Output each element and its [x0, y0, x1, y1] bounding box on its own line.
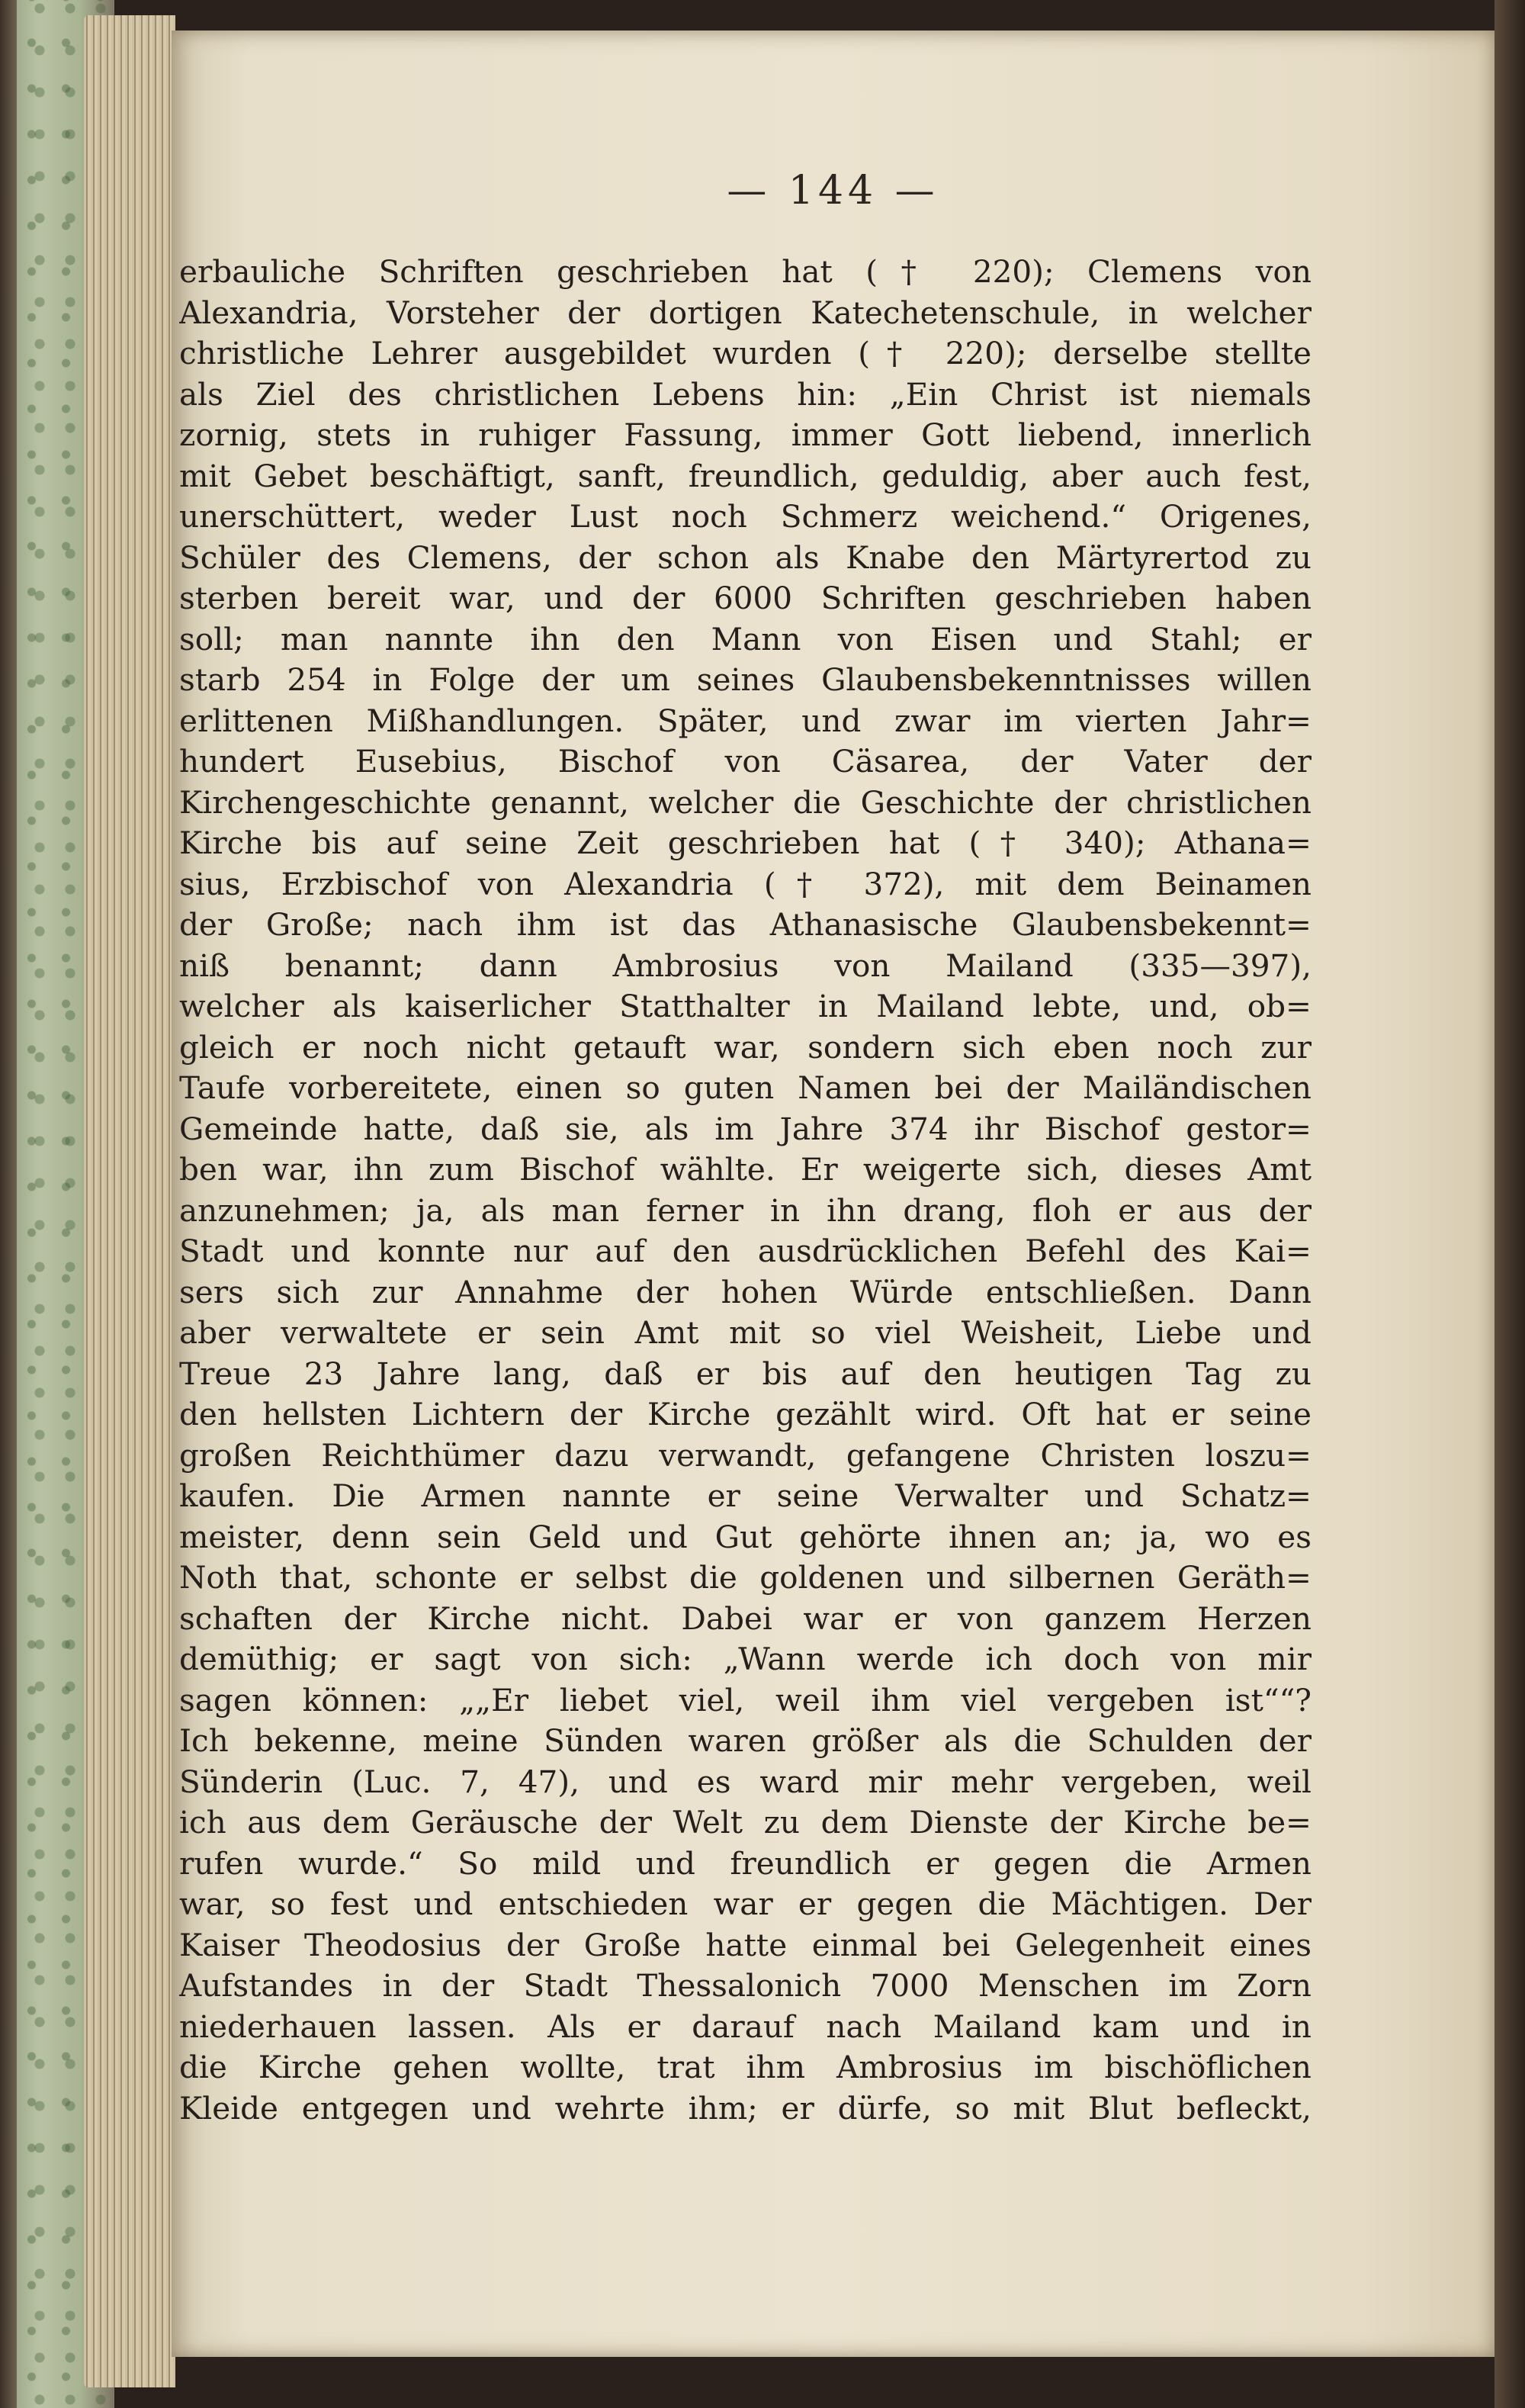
text-line: als Ziel des christlichen Lebens hin: „Ein Christ ist niemals: [179, 375, 1312, 413]
text-line: Sünderin (Luc. 7, 47), und es ward mir mehr vergeben, weil: [179, 1763, 1312, 1800]
text-line: Kirchengeschichte genannt, welcher die Geschichte der christlichen: [179, 783, 1312, 821]
text-line: Kleide entgegen und wehrte ihm; er dürfe, so mit Blut befleckt,: [179, 2089, 1312, 2127]
text-line: Kirche bis auf seine Zeit geschrieben hat († 340); Athana=: [179, 825, 1312, 861]
body-text: [179, 252, 1312, 2129]
text-line: erlittenen Mißhandlungen. Später, und zwar im vierten Jahr=: [179, 702, 1312, 739]
text-line: schaften der Kirche nicht. Dabei war er von ganzem Herzen: [179, 1599, 1312, 1637]
text-line: sius, Erzbischof von Alexandria († 372), mit dem Beinamen: [179, 865, 1312, 902]
text-line: der Große; nach ihm ist das Athanasische Glaubensbekennt=: [179, 906, 1312, 943]
text-line: aber verwaltete er sein Amt mit so viel Weisheit, Liebe und: [179, 1314, 1312, 1351]
text-line: den hellsten Lichtern der Kirche gezählt wird. Oft hat er seine: [179, 1396, 1312, 1432]
text-line: großen Reichthümer dazu verwandt, gefangene Christen loszu=: [179, 1436, 1312, 1474]
text-line: Kaiser Theodosius der Große hatte einmal bei Gelegenheit eines: [179, 1926, 1312, 1963]
text-line: sterben bereit war, und der 6000 Schriften geschrieben haben: [179, 580, 1312, 616]
text-line: ich aus dem Geräusche der Welt zu dem Dienste der Kirche be=: [179, 1804, 1312, 1841]
text-line: Ich bekenne, meine Sünden waren größer als die Schulden der: [179, 1722, 1312, 1759]
text-line: sagen können: „„Er liebet viel, weil ihm viel vergeben ist““?: [179, 1681, 1312, 1718]
text-line: niß benannt; dann Ambrosius von Mailand (335—397),: [179, 947, 1312, 984]
text-line: Gemeinde hatte, daß sie, als im Jahre 374 ihr Bischof gestor=: [179, 1110, 1312, 1147]
book-spine: [1494, 0, 1525, 2408]
text-line: Treue 23 Jahre lang, daß er bis auf den heutigen Tag zu: [179, 1355, 1312, 1392]
page-number: — 144 —: [727, 168, 939, 214]
text-line: meister, denn sein Geld und Gut gehörte ihnen an; ja, wo es: [179, 1518, 1312, 1555]
text-line: soll; man nannte ihn den Mann von Eisen und Stahl; er: [179, 620, 1312, 657]
text-line: kaufen. Die Armen nannte er seine Verwalter und Schatz=: [179, 1477, 1312, 1514]
text-line: starb 254 in Folge der um seines Glaubensbekenntnisses willen: [179, 661, 1312, 698]
cover-edge: [0, 0, 17, 2408]
text-line: niederhauen lassen. Als er darauf nach Mailand kam und in: [179, 2008, 1312, 2045]
text-line: ben war, ihn zum Bischof wählte. Er weigerte sich, dieses Amt: [179, 1151, 1312, 1188]
text-line: die Kirche gehen wollte, trat ihm Ambrosius im bischöflichen: [179, 2049, 1312, 2085]
text-line: Alexandria, Vorsteher der dortigen Katechetenschule, in welcher: [179, 294, 1312, 331]
text-line: demüthig; er sagt von sich: „Wann werde ich doch von mir: [179, 1641, 1312, 1677]
text-line: Stadt und konnte nur auf den ausdrücklichen Befehl des Kai=: [179, 1233, 1312, 1269]
text-line: rufen wurde.“ So mild und freundlich er gegen die Armen: [179, 1844, 1312, 1882]
text-line: war, so fest und entschieden war er gegen die Mächtigen. Der: [179, 1886, 1312, 1922]
text-line: Aufstandes in der Stadt Thessalonich 7000 Menschen im Zorn: [179, 1967, 1312, 2004]
text-line: welcher als kaiserlicher Statthalter in Mailand lebte, und, ob=: [179, 988, 1312, 1024]
text-line: anzunehmen; ja, als man ferner in ihn drang, floh er aus der: [179, 1191, 1312, 1229]
text-line: zornig, stets in ruhiger Fassung, immer Gott liebend, innerlich: [179, 416, 1312, 453]
text-line: sers sich zur Annahme der hohen Würde entschließen. Dann: [179, 1273, 1312, 1310]
page-edges: [84, 15, 175, 2387]
text-line: Schüler des Clemens, der schon als Knabe den Märtyrertod zu: [179, 539, 1312, 576]
text-line: mit Gebet beschäftigt, sanft, freundlich, geduldig, aber auch fest,: [179, 457, 1312, 494]
text-line: erbauliche Schriften geschrieben hat († 220); Clemens von: [179, 253, 1312, 290]
text-line: christliche Lehrer ausgebildet wurden († 220); derselbe stellte: [179, 335, 1312, 371]
text-line: unerschüttert, weder Lust noch Schmerz weichend.“ Origenes,: [179, 498, 1312, 535]
text-line: Taufe vorbereitete, einen so guten Namen bei der Mailändischen: [179, 1069, 1312, 1106]
text-line: Noth that, schonte er selbst die goldenen und silbernen Geräth=: [179, 1559, 1312, 1596]
text-line: gleich er noch nicht getauft war, sondern sich eben noch zur: [179, 1028, 1312, 1066]
text-line: hundert Eusebius, Bischof von Cäsarea, der Vater der: [179, 743, 1312, 780]
